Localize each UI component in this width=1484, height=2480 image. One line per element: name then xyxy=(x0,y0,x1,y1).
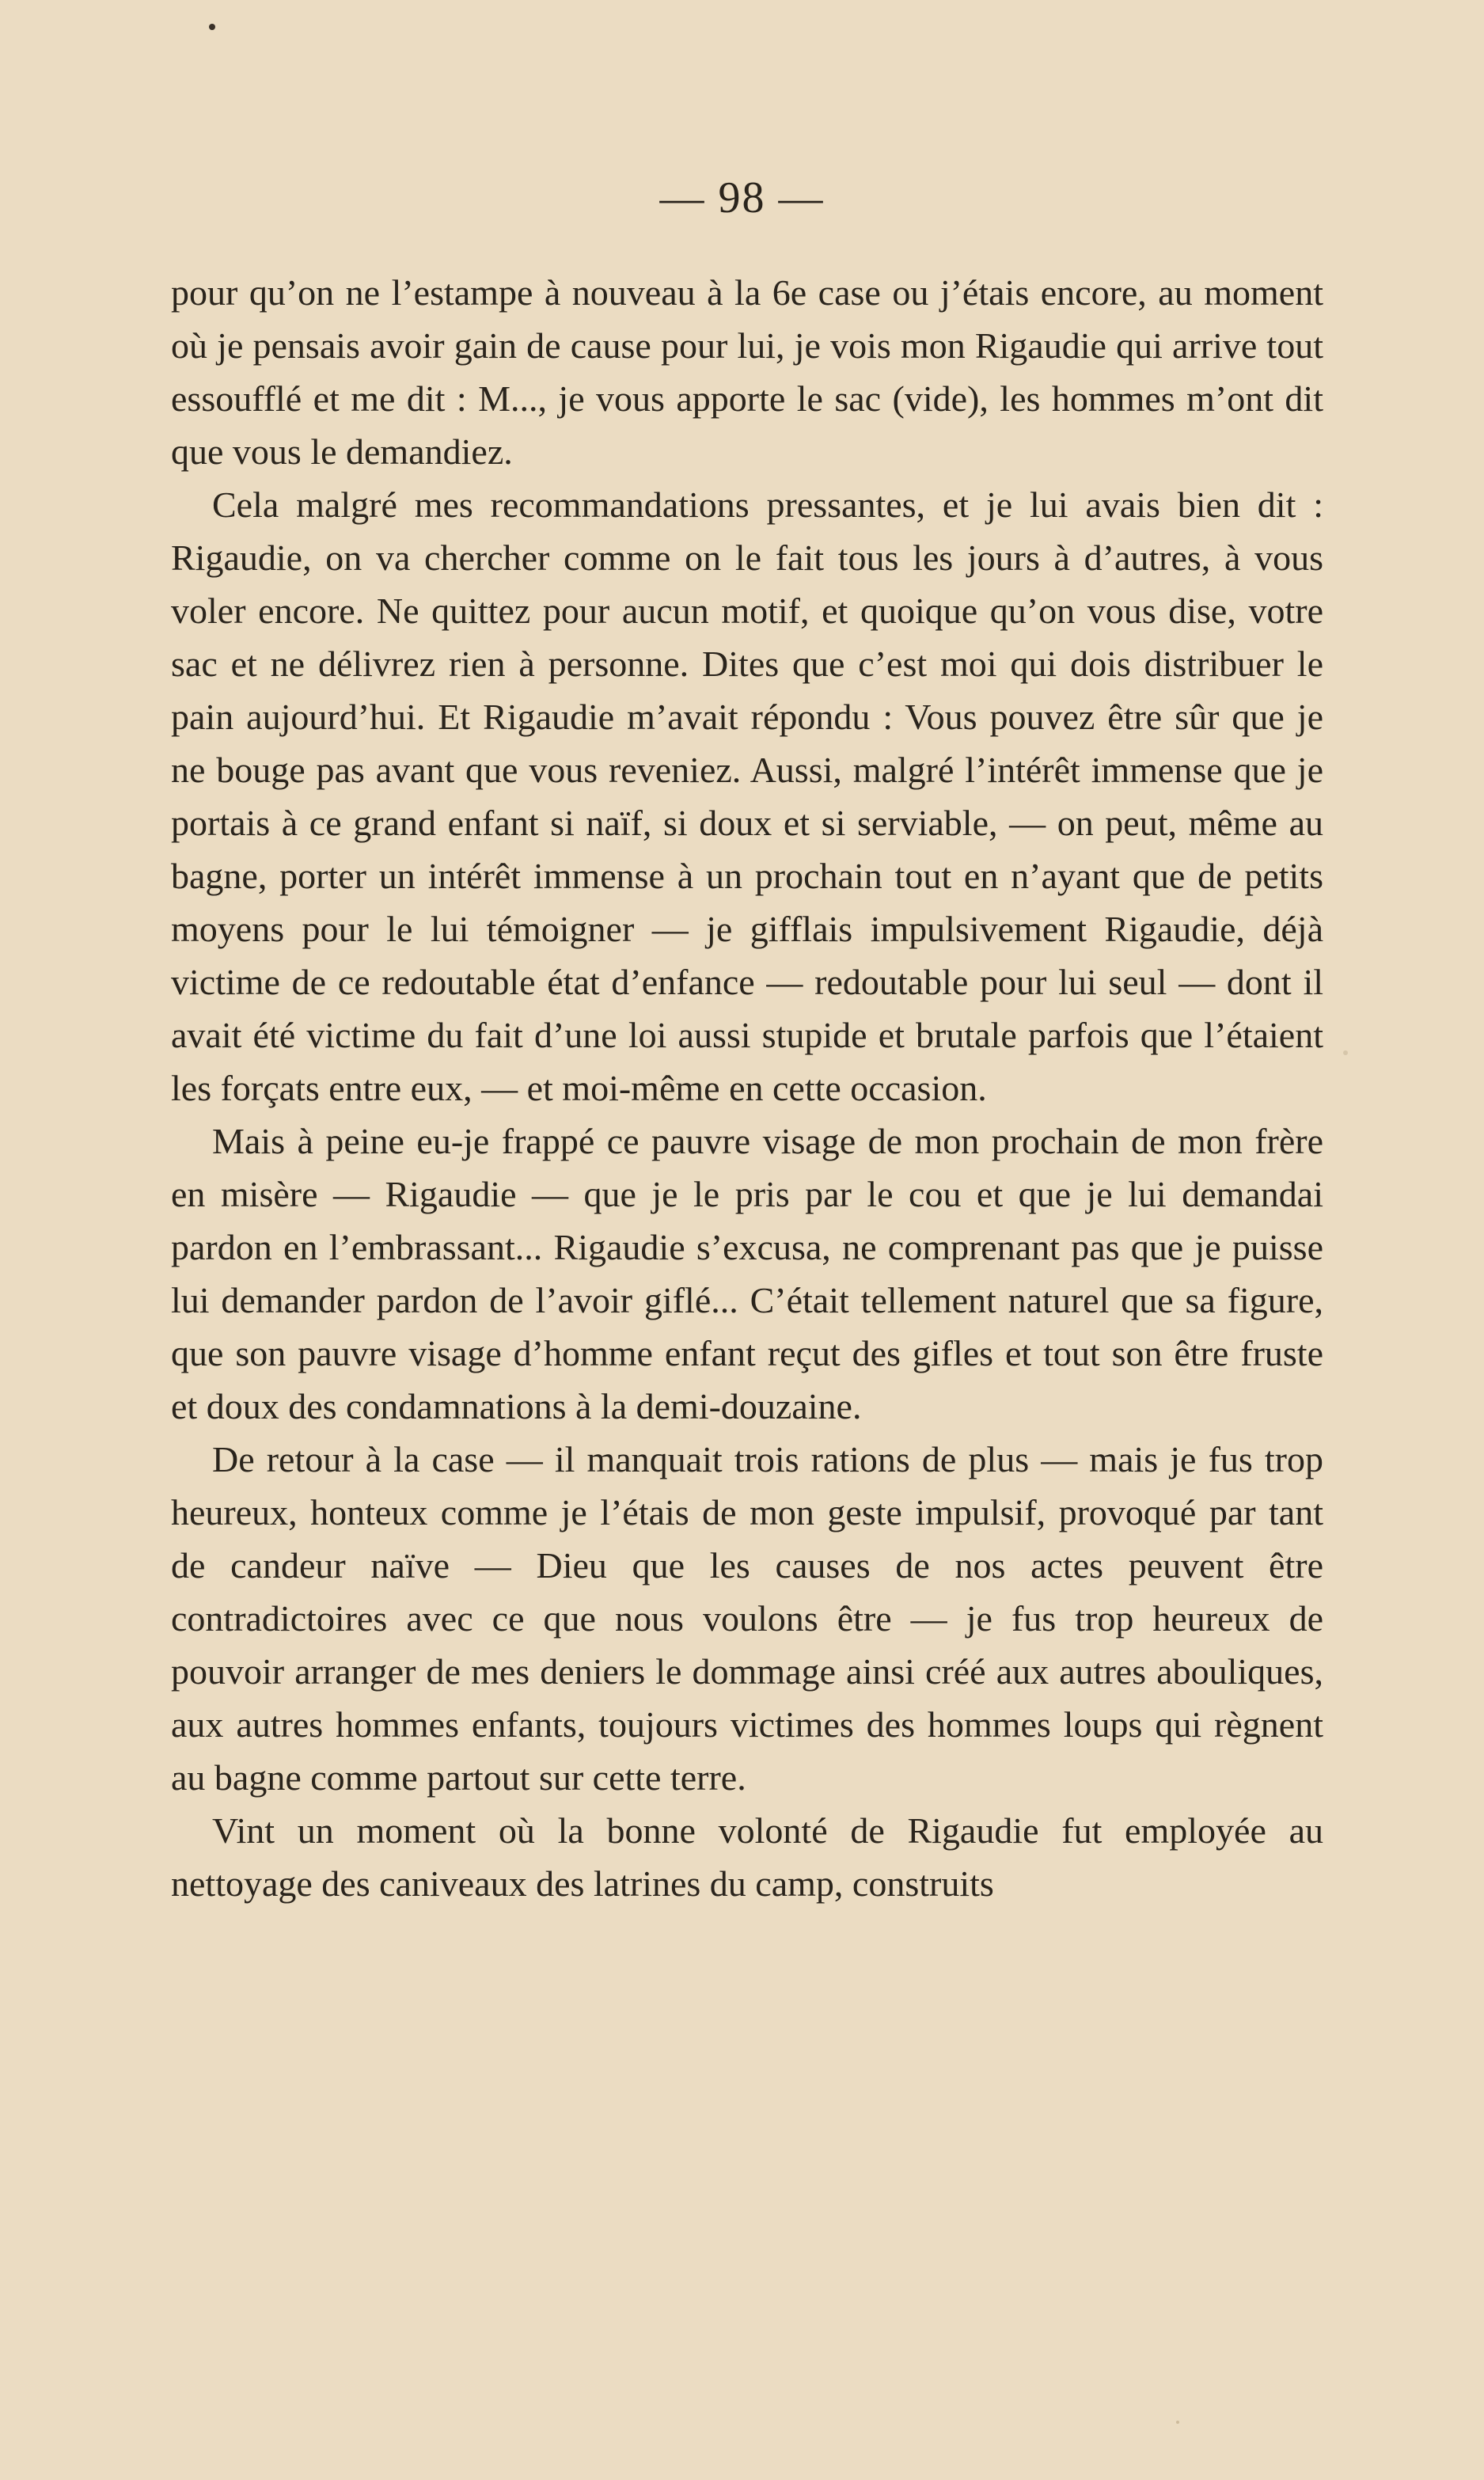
paragraph: Mais à peine eu-je frappé ce pauvre visage de mon prochain de mon frère en misère — Rigaudie — que je le pris par le cou et que je lui demandai pardon en l’embrassant... Rigaudie s’excusa, ne comprenant pas que je puisse lui demander pardon de l’avoir giflé... C’était tellement naturel que sa figure, que son pauvre visage d’homme enfant reçut des gifles et tout son être fruste et doux des condamnations à la demi-douzaine. xyxy=(171,1121,1323,1426)
paper-speck xyxy=(1343,1050,1348,1055)
paragraph: Vint un moment où la bonne volonté de Rigaudie fut employée au nettoyage des caniveaux des latrines du camp, construits xyxy=(171,1810,1323,1904)
body-text xyxy=(171,266,1323,1910)
paragraph: Cela malgré mes recommandations pressantes, et je lui avais bien dit : Rigaudie, on va chercher comme on le fait tous les jours à d’autres, à vous voler encore. Ne quittez pour aucun motif, et quoique qu’on vous dise, votre sac et ne délivrez rien à personne. Dites que c’est moi qui dois distribuer le pain aujourd’hui. Et Rigaudie m’avait répondu : Vous pouvez être sûr que je ne bouge pas avant que vous reveniez. Aussi, malgré l’intérêt immense que je portais à ce grand enfant si naïf, si doux et si serviable, — on peut, même au bagne, porter un intérêt immense à un prochain tout en n’ayant que de petits moyens pour le lui témoigner — je gifflais impulsivement Rigaudie, déjà victime de ce redoutable état d’enfance — redoutable pour lui seul — dont il avait été victime du fait d’une loi aussi stupide et brutale parfois que l’étaient les forçats entre eux, — et moi-même en cette occasion. xyxy=(171,484,1323,1108)
page-number: — 98 — xyxy=(659,173,825,222)
paper-speck xyxy=(1176,2421,1179,2424)
paragraph: De retour à la case — il manquait trois rations de plus — mais je fus trop heureux, honteux comme je l’étais de mon geste impulsif, provoqué par tant de candeur naïve — Dieu que les causes de nos actes peuvent être contradictoires avec ce que nous voulons être — je fus trop heureux de pouvoir arranger de mes deniers le dommage ainsi créé aux autres abouliques, aux autres hommes enfants, toujours victimes des hommes loups qui règnent au bagne comme partout sur cette terre. xyxy=(171,1439,1323,1798)
paragraph: pour qu’on ne l’estampe à nouveau à la 6e case ou j’étais encore, au moment où je pensais avoir gain de cause pour lui, je vois mon Rigaudie qui arrive tout essoufflé et me dit : M..., je vous apporte le sac (vide), les hommes m’ont dit que vous le demandiez. xyxy=(171,272,1323,472)
ink-speck xyxy=(209,24,215,30)
